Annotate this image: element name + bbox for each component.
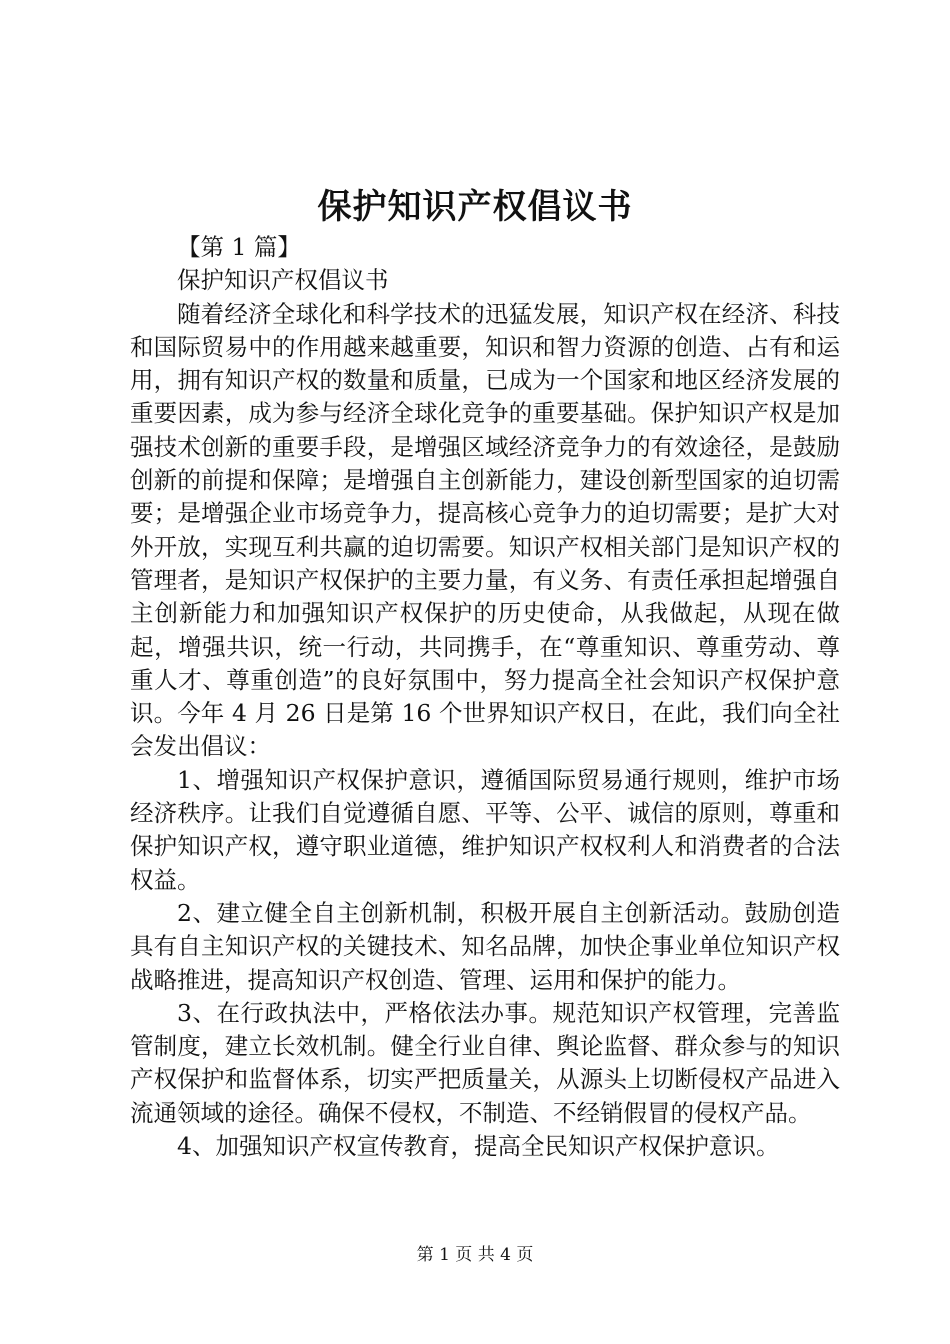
- section-heading: 【第 1 篇】: [177, 233, 301, 261]
- proposal-item-1: 1、增强知识产权保护意识，遵循国际贸易通行规则，维护市场经济秩序。让我们自觉遵循自愿、平等、公平、诚信的原则，尊重和保护知识产权，遵守职业道德，维护知识产权权利人和消费者的合法权益。: [130, 765, 840, 894]
- proposal-item-3: 3、在行政执法中，严格依法办事。规范知识产权管理，完善监管制度，建立长效机制。健全行业自律、舆论监督、群众参与的知识产权保护和监督体系，切实严把质量关，从源头上切断侵权产品进入流通领域的途径。确保不侵权，不制造、不经销假冒的侵权产品。: [130, 998, 840, 1127]
- proposal-item-4: 4、加强知识产权宣传教育，提高全民知识产权保护意识。: [177, 1132, 780, 1161]
- document-title: 保护知识产权倡议书: [317, 187, 633, 227]
- page-footer: 第 1 页 共 4 页: [416, 1245, 534, 1265]
- subtitle: 保护知识产权倡议书: [177, 266, 389, 295]
- proposal-item-2: 2、建立健全自主创新机制，积极开展自主创新活动。鼓励创造具有自主知识产权的关键技术、知名品牌，加快企事业单位知识产权战略推进，提高知识产权创造、管理、运用和保护的能力。: [130, 898, 840, 994]
- document-body: [130, 231, 840, 1163]
- intro-paragraph: 随着经济全球化和科学技术的迅猛发展，知识产权在经济、科技和国际贸易中的作用越来越重要，知识和智力资源的创造、占有和运用，拥有知识产权的数量和质量，已成为一个国家和地区经济发展的重要因素，成为参与经济全球化竞争的重要基础。保护知识产权是加强技术创新的重要手段，是增强区域经济竞争力的有效途径，是鼓励创新的前提和保障；是增强自主创新能力，建设创新型国家的迫切需要；是增强企业市场竞争力，提高核心竞争力的迫切需要；是扩大对外开放，实现互利共赢的迫切需要。知识产权相关部门是知识产权的管理者，是知识产权保护的主要力量，有义务、有责任承担起增强自主创新能力和加强知识产权保护的历史使命，从我做起，从现在做起，增强共识，统一行动，共同携手，在“尊重知识、尊重劳动、尊重人才、尊重创造”的良好氛围中，努力提高全社会知识产权保护意识。今年 4 月 26 日是第 16 个世界知识产权日，在此，我们向全社会发出倡议：: [130, 299, 840, 761]
